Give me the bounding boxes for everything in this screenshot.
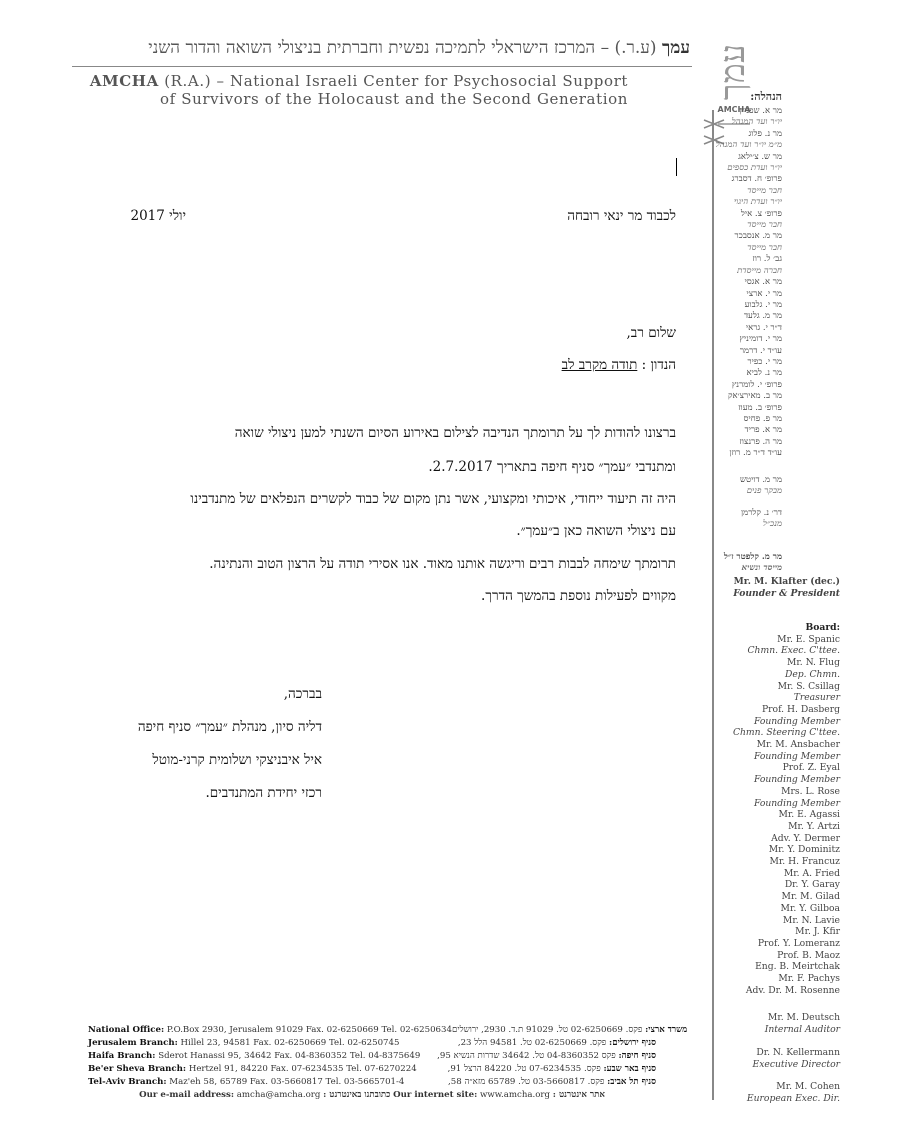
board-entry: Mr. S. Csillag Treasurer	[777, 680, 840, 704]
board-entry: מר י. דומיניץ	[739, 334, 782, 345]
board-entry: מר א. אגסי	[744, 277, 782, 288]
closing-line-4: רכזי יחידת המתנדבים.	[205, 785, 322, 801]
board-entry: Prof. H. Dasberg Founding Member	[753, 703, 840, 727]
board-entry: Prof. Z. Eyal Founding Member	[753, 762, 840, 786]
board-entry: מר י. כפיר	[747, 356, 782, 367]
logo-hebrew-text: עמך	[713, 43, 753, 101]
board-entry: Mr. Y. Gilboa	[780, 902, 840, 914]
english-org-name: AMCHA	[89, 72, 159, 90]
english-board-list	[680, 622, 840, 997]
body-line-6: מקווים לפעילות נוספת בהמשך הדרך.	[481, 588, 676, 604]
english-founder: Mr. M. Klafter (dec.) Founder & President	[733, 576, 840, 599]
hebrew-org-name: עמך	[661, 38, 690, 58]
board-entry: מר נ. פלוג מ״מ יו״ר ועד המנהל	[715, 128, 782, 151]
footer-row: National Office: P.O.Box 2930, Jerusalem 91029 Fax. 02-6250669 Tel. 02-6250634 משרד ארצי: פקס. 02-6250669 טל. 91029 ת.ד. 2930, ירושלים	[88, 1025, 688, 1035]
header-divider	[72, 66, 692, 67]
board-entry: מר א. שפניץ יו״ר ועד המנהל	[731, 106, 782, 128]
email-link[interactable]: amcha@amcha.org	[236, 1090, 321, 1100]
board-entry: Mr. E. Spanic Chmn. Exec. C'ttee.	[747, 633, 840, 657]
greeting: שלום רב,	[626, 325, 676, 341]
hebrew-auditor: מר מ. דויטש מבקר פנים	[739, 475, 782, 497]
board-entry: עו״ד י. דרמר	[739, 345, 782, 356]
letter-date: יולי 2017	[130, 208, 186, 224]
english-org-subtitle-2: of Survivors of the Holocaust and the Second Generation	[160, 90, 628, 108]
board-entry: Eng. B. Meirtchak	[755, 961, 840, 973]
recipient: לכבוד מר ינאי רובחה	[567, 208, 676, 224]
board-entry: Mr. E. Agassi	[778, 809, 840, 821]
english-auditor: Mr. M. Deutsch Internal Auditor	[764, 1012, 840, 1035]
board-entry: פרופ׳ ח. דסברג חבר מייסד	[731, 174, 782, 196]
board-entry: Adv. Y. Dermer	[771, 832, 840, 844]
board-entry: Mr. M. Gilad	[781, 891, 840, 903]
board-entry: מר י. גלבוע	[744, 299, 782, 310]
body-line-3: היה זה תיעוד ייחודי, איכותי ומקצועי, אשר נתן מקום של כבוד לקשרים הנפלאים של מתנדבינו	[190, 491, 676, 507]
board-entry: פרופ׳ ב. מעוז	[738, 402, 782, 413]
board-entry: גב׳ ל. רוז חברה מייסדת	[737, 254, 782, 276]
subject-label: הנדון :	[641, 357, 676, 373]
english-org-title	[88, 72, 628, 108]
subject-text: תודה מקרב לב	[561, 357, 638, 373]
email-label: Our e-mail address:	[139, 1090, 235, 1100]
board-entry: מר א. פריד	[744, 425, 782, 436]
english-european-director: Mr. M. Cohen European Exec. Dir.	[746, 1081, 840, 1104]
email-label-he: : כתובתנו באינטרנט	[323, 1090, 391, 1100]
board-entry: פרופ׳ צ. איל חבר מייסד	[740, 208, 782, 231]
footer-addresses	[88, 1024, 688, 1102]
footer-row: Jerusalem Branch: Hillel 23, 94581 Fax. 02-6250669 Tel. 02-6250745 סניף ירושלים: פקס. 02-6250669 טל. 94581 הלל 23,	[88, 1038, 656, 1048]
closing-line-3: איל איבניצקי ושלומית קרני-מוטל	[152, 752, 322, 768]
hebrew-org-subtitle: (ע.ר.) – המרכז הישראלי לתמיכה נפשית וחברתית בניצולי השואה והדור השני	[148, 38, 657, 58]
logo-english-text: AMCHA	[717, 105, 751, 114]
board-entry: Adv. Dr. M. Rosenne	[745, 984, 840, 996]
board-entry: Mr. N. Flug Dep. Chmn.	[784, 657, 840, 680]
footer-row: Be'er Sheva Branch: Hertzel 91, 84220 Fax. 07-6234535 Tel. 07-6270224 סניף באר שבע: פקס. 07-6234535 טל. 84220 הרצל 91,	[88, 1064, 656, 1074]
english-director: Dr. N. Kellermann Executive Director	[752, 1047, 840, 1070]
site-link[interactable]: www.amcha.org	[479, 1090, 551, 1100]
board-entry: Dr. Y. Garay	[784, 879, 840, 891]
board-entry: מר נ. לביא	[746, 368, 782, 379]
board-entry: Mr. N. Lavie	[782, 914, 840, 926]
board-entry: Chmn. Steering C'ttee.	[732, 727, 840, 739]
board-entry: פרופ׳ י. לומרנץ	[731, 379, 782, 390]
board-entry: מר מ. אנסבכר חבר מייסד	[734, 231, 782, 253]
footer-contact-line	[88, 1089, 656, 1102]
board-entry: Mr. Y. Dominitz	[768, 844, 840, 856]
body-line-5: תרומתך שימחה לבבות רבים וריגשה אותנו מאוד. אנו אסירי תודה על הרצון הטוב והנתינה.	[209, 556, 676, 572]
board-entry: מר ב. מאירצ׳אק	[727, 391, 782, 402]
closing-line-1: בברכה,	[283, 686, 322, 702]
site-label: Our internet site:	[393, 1090, 478, 1100]
board-entry: Prof. Y. Lomeranz	[757, 937, 840, 949]
body-line-2: ומתנדבי ״עמך״ סניף חיפה בתאריך 2.7.2017.	[428, 459, 676, 475]
site-label-he: : אתר אינטרנט	[552, 1090, 605, 1100]
hebrew-board-list	[632, 106, 782, 460]
english-board-heading: Board:	[805, 622, 840, 633]
closing-line-2: דליה סיון, מנהלת ״עמך״ סניף חיפה	[137, 719, 322, 735]
board-entry: Mrs. L. Rose Founding Member	[753, 785, 840, 809]
hebrew-founder: מר מ. קלפטר ז״ל מייסד ונשיא	[723, 552, 782, 574]
board-entry: Mr. F. Pachys	[778, 973, 840, 985]
board-entry: מר ש. צ׳ילאג יו״ר ועדת כספים	[727, 151, 782, 174]
board-entry: Mr. M. Ansbacher Founding Member	[753, 739, 840, 762]
board-entry: Mr. H. Francuz	[769, 856, 840, 868]
body-line-4: עם ניצולי השואה כאן ב״עמך״.	[516, 523, 676, 539]
board-entry: ד״ר י. גראי	[745, 322, 782, 333]
footer-row: Tel-Aviv Branch: Maz'eh 58, 65789 Fax. 03-5660817 Tel. 03-5665701-4 סניף תל אביב: פקס. 03-5660817 טל. 65789 מזא״ה 58,	[88, 1077, 656, 1087]
board-entry: מר י. ארצי	[746, 288, 782, 299]
board-entry: מר פ. פחיס	[743, 413, 782, 424]
board-entry: Prof. B. Maoz	[777, 949, 840, 961]
board-entry: יו״ר ועדת היגוי	[733, 197, 782, 208]
board-entry: Mr. J. Kfir	[795, 926, 840, 938]
hebrew-board-heading: הנהלה:	[750, 90, 782, 103]
board-entry: מר ה. פרנצוז	[739, 436, 782, 447]
board-entry: עו״ד ד״ר מ. רוזן	[729, 448, 782, 459]
english-org-subtitle: (R.A.) – National Israeli Center for Psychosocial Support	[164, 72, 628, 90]
hebrew-org-title	[70, 38, 690, 58]
hebrew-director: דר׳ נ. קלרמן מנכ״ל	[740, 508, 782, 530]
board-entry: Mr. A. Fried	[783, 867, 840, 879]
body-line-1: ברצונו להודות לך על תרומתך הנדיבה לצילום באירוע הסיום השנתי למען ניצולי שואה	[234, 425, 676, 441]
footer-row: Haifa Branch: Sderot Hanassi 95, 34642 Fax. 04-8360352 Tel. 04-8375649 סניף חיפה: פקס 04-8360352 טל. 34642 שדרות הנשיא 95,	[88, 1051, 656, 1061]
board-entry: מר מ. גלעד	[743, 311, 782, 322]
board-entry: Mr. Y. Artzi	[788, 820, 840, 832]
